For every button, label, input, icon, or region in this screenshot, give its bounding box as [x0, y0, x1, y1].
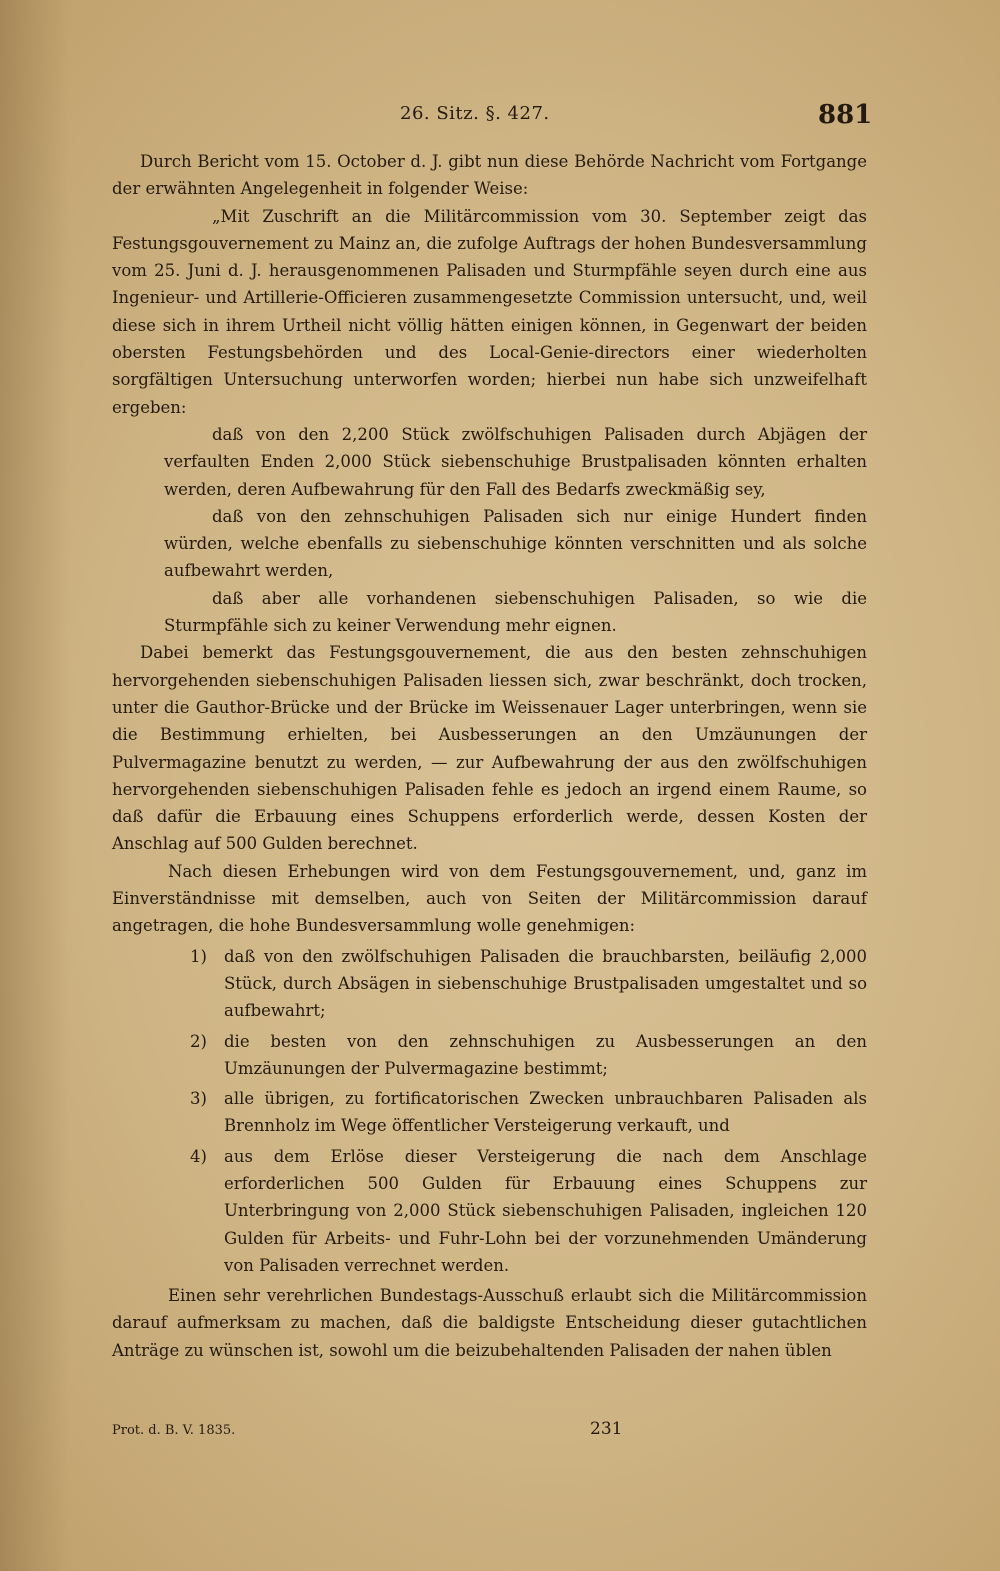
running-title: 26. Sitz. §. 427.	[400, 103, 550, 124]
list-item-number: 1)	[190, 946, 207, 966]
list-item	[112, 1085, 867, 1140]
quoted-paragraph: „Mit Zuschrift an die Militärcommission vom 30. September zeigt das Festungsgouvernement zu Mainz an, die zufolge Auftrags der hohen Bundesversammlung vom 25. Juni d. J. herausgenommenen Palisaden und Sturmpfähle seyen durch eine aus Ingenieur- und Artillerie-Officieren zusammengesetzte Commission untersucht, und, weil diese sich in ihrem Urtheil nicht völlig hätten einigen können, in Gegenwart der beiden obersten Festungsbehörden und des Local-Genie-directors einer wiederholten sorgfältigen Untersuchung unterworfen worden; hierbei nun habe sich unzweifelhaft ergeben:	[112, 206, 867, 417]
footer-reference: Prot. d. B. V. 1835.	[112, 1423, 236, 1438]
list-item-number: 2)	[190, 1031, 207, 1051]
list-item	[112, 1143, 867, 1279]
list-item	[112, 943, 867, 1025]
footer-signature: 231	[590, 1419, 623, 1439]
list-item-text: alle übrigen, zu fortificatorischen Zwecken unbrauchbaren Palisaden als Brennholz im Wege öffentlicher Versteigerung verkauft, und	[224, 1089, 867, 1136]
paragraph: Dabei bemerkt das Festungsgouvernement, die aus den besten zehnschuhigen hervorgehenden siebenschuhigen Palisaden liessen sich, zwar beschränkt, doch trocken, unter die Gauthor-Brücke und der Brücke im Weissenauer Lager unterbringen, wenn sie die Bestimmung erhielten, bei Ausbesserungen an den Umzäunungen der Pulvermagazine benutzt zu werden, — zur Aufbewahrung der aus den zwölfschuhigen hervorgehenden siebenschuhigen Palisaden fehle es jedoch an irgend einem Raume, so daß dafür die Erbauung eines Schuppens erforderlich werde, dessen Kosten der Anschlag auf 500 Gulden berechnet.	[112, 643, 867, 854]
finding-paragraph: daß von den zehnschuhigen Palisaden sich nur einige Hundert finden würden, welche ebenfalls zu siebenschuhige könnten verschnitten und als solche aufbewahrt werden,	[164, 506, 867, 581]
paragraph: Durch Bericht vom 15. October d. J. gibt nun diese Behörde Nachricht vom Fortgange der erwähnten Angelegenheit in folgender Weise:	[112, 152, 867, 199]
finding-paragraph: daß von den 2,200 Stück zwölfschuhigen Palisaden durch Abjägen der verfaulten Enden 2,000 Stück siebenschuhige Brustpalisaden könnten erhalten werden, deren Aufbewahrung für den Fall des Bedarfs zweckmäßig sey,	[164, 424, 867, 499]
list-item	[112, 1028, 867, 1083]
finding-paragraph: daß aber alle vorhandenen siebenschuhigen Palisaden, so wie die Sturmpfähle sich zu keiner Verwendung mehr eignen.	[164, 588, 867, 636]
list-item-number: 4)	[190, 1146, 207, 1166]
list-item-number: 3)	[190, 1089, 207, 1109]
paragraph: Nach diesen Erhebungen wird von dem Festungsgouvernement, und, ganz im Einverständnisse mit demselben, auch von Seiten der Militärcommission darauf angetragen, die hohe Bundesversammlung wolle genehmigen:	[112, 861, 867, 936]
document-body	[112, 148, 867, 1364]
list-item-text: daß von den zwölfschuhigen Palisaden die brauchbarsten, beiläufig 2,000 Stück, durch Absägen in siebenschuhige Brustpalisaden umgestaltet und so aufbewahrt;	[224, 946, 867, 1021]
closing-paragraph: Einen sehr verehrlichen Bundestags-Ausschuß erlaubt sich die Militärcommission darauf aufmerksam zu machen, daß die baldigste Entscheidung dieser gutachtlichen Anträge zu wünschen ist, sowohl um die beizubehaltenden Palisaden der nahen üblen	[112, 1286, 867, 1360]
list-item-text: aus dem Erlöse dieser Versteigerung die nach dem Anschlage erforderlichen 500 Gulden für Erbauung eines Schuppens zur Unterbringung von 2,000 Stück siebenschuhigen Palisaden, ingleichen 120 Gulden für Arbeits- und Fuhr-Lohn bei der vorzunehmenden Umänderung von Palisaden verrechnet werden.	[224, 1146, 867, 1275]
page-number: 881	[818, 100, 873, 130]
list-item-text: die besten von den zehnschuhigen zu Ausbesserungen an den Umzäunungen der Pulvermagazine bestimmt;	[224, 1031, 867, 1078]
page-edge-shadow	[0, 0, 70, 1571]
